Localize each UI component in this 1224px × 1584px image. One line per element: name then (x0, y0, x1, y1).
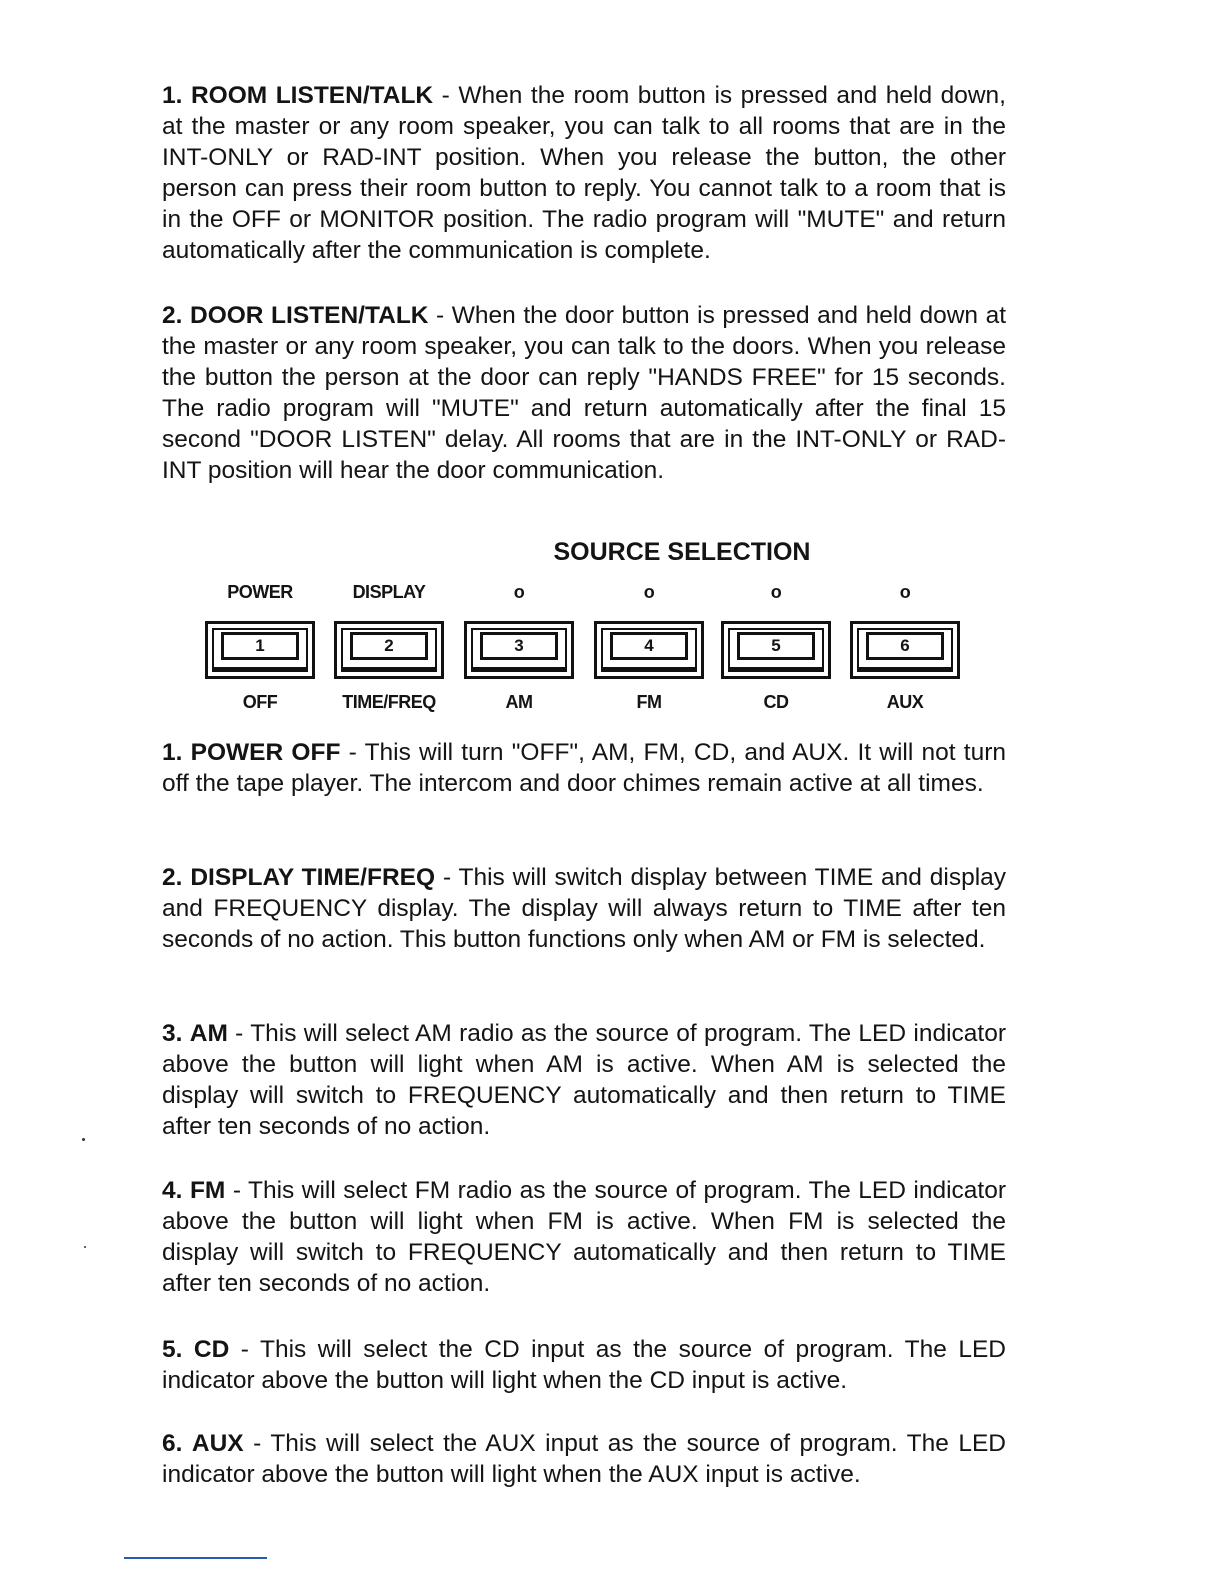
display-time-freq-paragraph (162, 862, 1006, 955)
display-button[interactable] (334, 621, 444, 679)
item-heading: CD (193, 1336, 230, 1363)
item-heading: AM (189, 1020, 228, 1047)
button-bottom-label: OFF (242, 692, 278, 712)
scan-speck (84, 1246, 86, 1248)
power-off-paragraph (162, 737, 1006, 799)
am-button[interactable] (464, 621, 574, 679)
button-number: 4 (610, 632, 688, 660)
led-indicator-icon: o (643, 582, 655, 602)
door-listen-talk-paragraph (162, 300, 1006, 486)
item-number: 6. (162, 1430, 183, 1457)
button-number: 3 (480, 632, 558, 660)
item-body: - This will select AM radio as the source of program. The LED indicator above the button will light when AM is active. When AM is selected the display will switch to FREQUENCY automatically and then return to TIME after ten seconds of no action. (162, 1020, 1007, 1140)
item-body: - This will switch display between TIME and display and FREQUENCY display. The display will always return to TIME after ten seconds of no action. This button functions only when AM or FM is selected. (162, 864, 1007, 953)
item-heading: POWER OFF (190, 739, 341, 766)
item-body: - This will select the CD input as the source of program. The LED indicator above the button will light when the CD input is active. (162, 1336, 1006, 1394)
item-body: - When the door button is pressed and held down at the master or any room speaker, you can talk to the doors. When you release the button the person at the door can reply "HANDS FREE" for 15 seconds. The radio program will "MUTE" and return automatically after the final 15 second "DOOR LISTEN" delay. All rooms that are in the INT-ONLY or RAD-INT position will hear the door communication. (162, 302, 1007, 484)
item-body: - This will turn "OFF", AM, FM, CD, and AUX. It will not turn off the tape player. The intercom and door chimes remain active at all times. (162, 739, 1007, 797)
cd-paragraph (162, 1334, 1006, 1396)
fm-paragraph (162, 1175, 1006, 1299)
button-bottom-label: AUX (886, 692, 924, 712)
button-bottom-label: FM (636, 692, 662, 712)
led-indicator-icon: o (899, 582, 911, 602)
item-number: 4. (162, 1177, 183, 1204)
item-number: 1. (162, 739, 183, 766)
button-number: 1 (221, 632, 299, 660)
item-number: 3. (162, 1020, 183, 1047)
led-indicator-icon: o (513, 582, 525, 602)
led-indicator-icon: o (770, 582, 782, 602)
item-heading: AUX (191, 1430, 244, 1457)
item-body: - When the room button is pressed and held down, at the master or any room speaker, you can talk to all rooms that are in the INT-ONLY or RAD-INT position. When you release the button, the other person can press their room button to reply. You cannot talk to a room that is in the OFF or MONITOR position. The radio program will "MUTE" and return automatically after the communication is complete. (162, 82, 1006, 264)
aux-button[interactable] (850, 621, 960, 679)
power-button[interactable] (205, 621, 315, 679)
bottom-rule (124, 1557, 267, 1559)
item-number: 2. (162, 864, 183, 891)
button-bottom-label: AM (505, 692, 533, 712)
item-body: - This will select the AUX input as the source of program. The LED indicator above the button will light when the AUX input is active. (162, 1430, 1006, 1488)
item-number: 5. (162, 1336, 183, 1363)
item-body: - This will select FM radio as the source of program. The LED indicator above the button will light when FM is active. When FM is selected the display will switch to FREQUENCY automatically and then return to TIME after ten seconds of no action. (162, 1177, 1007, 1297)
am-paragraph (162, 1018, 1006, 1142)
aux-paragraph (162, 1428, 1006, 1490)
item-heading: ROOM LISTEN/TALK (190, 82, 434, 109)
item-number: 1. (162, 82, 183, 109)
button-bottom-label: TIME/FREQ (342, 692, 436, 712)
button-number: 2 (350, 632, 428, 660)
button-top-label: DISPLAY (352, 582, 426, 602)
button-number: 5 (737, 632, 815, 660)
button-number: 6 (866, 632, 944, 660)
room-listen-talk-paragraph (162, 80, 1006, 266)
button-bottom-label: CD (763, 692, 789, 712)
fm-button[interactable] (594, 621, 704, 679)
item-number: 2. (162, 302, 183, 329)
button-top-label: POWER (227, 582, 293, 602)
section-title: SOURCE SELECTION (553, 538, 811, 566)
item-heading: FM (189, 1177, 226, 1204)
item-heading: DOOR LISTEN/TALK (190, 302, 429, 329)
item-heading: DISPLAY TIME/FREQ (190, 864, 436, 891)
scan-speck (82, 1138, 85, 1141)
cd-button[interactable] (721, 621, 831, 679)
